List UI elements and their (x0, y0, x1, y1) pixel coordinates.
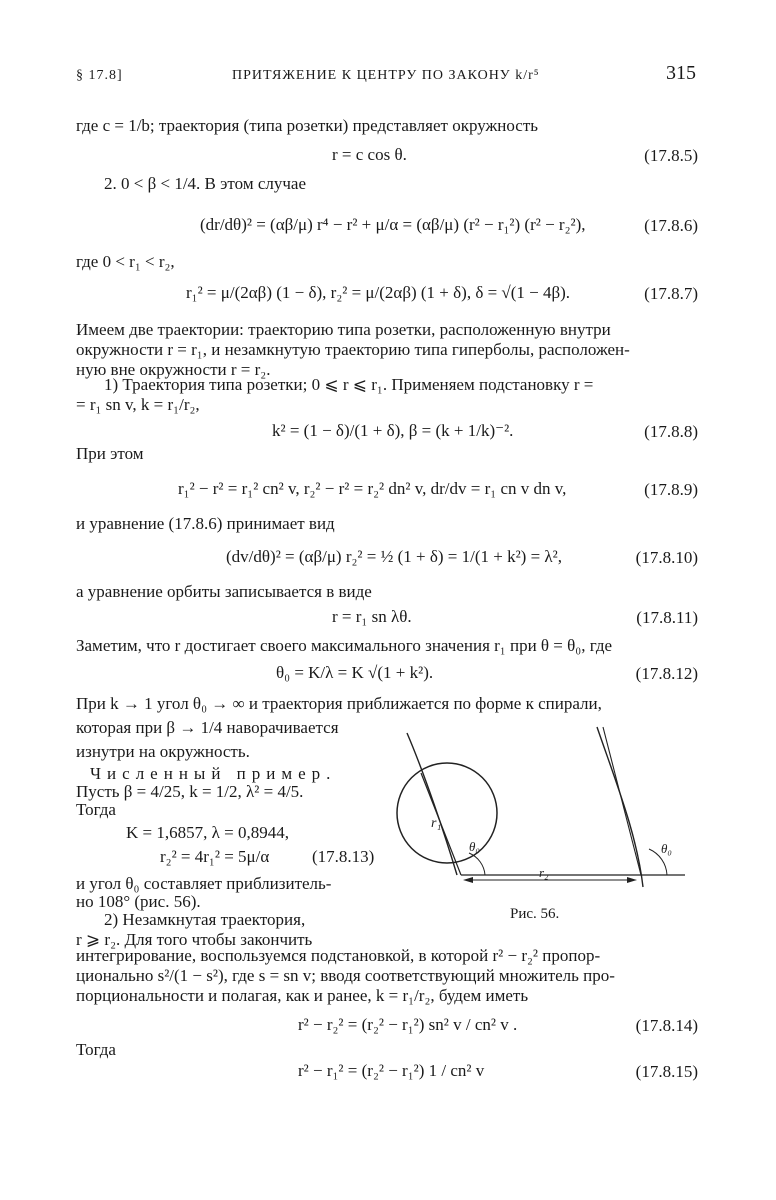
paragraph-line: Пусть β = 4/25, k = 1/2, λ² = 4/5. (76, 782, 304, 801)
paragraph-line: = r₁ sn v, k = r₁/r₂, (76, 395, 200, 414)
figure-caption: Рис. 56. (510, 906, 560, 922)
paragraph-line: Имеем две траектории: траекторию типа розетки, расположенную внутри (76, 320, 611, 339)
equation-17-8-13b: r₂² = 4r₁² = 5μ/α (160, 847, 270, 866)
equation-17-8-6: (dr/dθ)² = (αβ/μ) r⁴ − r² + μ/α = (αβ/μ) (r² − r₁²) (r² − r₂²), (200, 215, 586, 234)
paragraph-line: но 108° (рис. 56). (76, 892, 201, 911)
text-line: и уравнение (17.8.6) принимает вид (76, 514, 335, 533)
paragraph-line: При k → 1 угол θ₀ → ∞ и траектория приближается по форме к спирали, (76, 694, 602, 713)
equation-17-8-13a: K = 1,6857, λ = 0,8944, (126, 823, 289, 842)
text-line: где c = 1/b; траектория (типа розетки) представляет окружность (76, 116, 539, 135)
paragraph-line: r ⩾ r₂. Для того чтобы закончить (76, 930, 313, 949)
equation-17-8-11: r = r₁ sn λθ. (332, 607, 412, 626)
paragraph-line: 2) Незамкнутая траектория, (104, 910, 306, 929)
text-line: Тогда (76, 1040, 116, 1059)
paragraph-line: изнутри на окружность. (76, 742, 250, 761)
equation-number: (17.8.11) (636, 608, 698, 627)
paragraph-line: интегрирование, воспользуемся подстановкой, в которой r² − r₂² пропор- (76, 946, 601, 965)
equation-17-8-9: r₁² − r² = r₁² cn² v, r₂² − r² = r₂² dn² v, dr/dv = r₁ cn v dn v, (178, 479, 567, 498)
page-number: 315 (666, 62, 696, 84)
label-r1: r₁ (431, 816, 442, 831)
equation-number: (17.8.6) (644, 216, 698, 235)
case-heading: 2. 0 < β < 1/4. В этом случае (104, 174, 306, 193)
r2-arrow-left (463, 877, 473, 883)
label-theta0-left: θ₀ (469, 839, 480, 854)
circle-r1 (397, 763, 497, 863)
equation-number: (17.8.12) (635, 664, 698, 683)
label-theta0-right: θ₀ (661, 841, 672, 856)
paragraph-line: ную вне окружности r = r₂. (76, 360, 271, 379)
paragraph-line: порциональности и полагая, как и ранее, k = r₁/r₂, будем иметь (76, 986, 529, 1005)
equation-17-8-10: (dv/dθ)² = (αβ/μ) r₂² = ½ (1 + δ) = 1/(1 + k²) = λ², (226, 547, 563, 566)
paragraph-line: и угол θ₀ составляет приблизитель- (76, 874, 332, 893)
paragraph-line: которая при β → 1/4 наворачивается (76, 718, 339, 737)
section-ref: § 17.8] (76, 68, 123, 83)
equation-17-8-7: r₁² = μ/(2αβ) (1 − δ), r₂² = μ/(2αβ) (1 + δ), δ = √(1 − 4β). (186, 283, 571, 302)
text-line: а уравнение орбиты записывается в виде (76, 582, 372, 601)
equation-17-8-5: r = c cos θ. (332, 145, 407, 164)
equation-17-8-15: r² − r₁² = (r₂² − r₁²) 1 / cn² v (298, 1061, 485, 1080)
paragraph-line: 1) Траектория типа розетки; 0 ⩽ r ⩽ r₁. Применяем подстановку r = (104, 375, 594, 394)
paragraph-line: ционально s²/(1 − s²), где s = sn v; вводя соответствующий множитель про- (76, 966, 615, 985)
paragraph-line: Тогда (76, 800, 116, 819)
running-title: ПРИТЯЖЕНИЕ К ЦЕНТРУ ПО ЗАКОНУ k/r⁵ (232, 68, 540, 83)
equation-number: (17.8.5) (644, 146, 698, 165)
asymptote-line (603, 727, 641, 875)
equation-number: (17.8.8) (644, 422, 698, 441)
equation-number: (17.8.7) (644, 284, 698, 303)
paragraph-line: Заметим, что r достигает своего максимального значения r₁ при θ = θ₀, где (76, 636, 613, 655)
equation-number: (17.8.10) (635, 548, 698, 567)
rosette-curve (407, 733, 457, 875)
equation-17-8-8: k² = (1 − δ)/(1 + δ), β = (k + 1/k)⁻². (272, 421, 514, 440)
equation-number: (17.8.9) (644, 480, 698, 499)
label-r2: r₂ (539, 865, 549, 880)
text-line: При этом (76, 444, 144, 463)
hyperbola-curve (597, 727, 643, 887)
r2-arrow-right (627, 877, 637, 883)
equation-17-8-12: θ₀ = K/λ = K √(1 + k²). (276, 663, 434, 682)
figure-56 (385, 725, 695, 925)
equation-number: (17.8.13) (312, 847, 375, 866)
example-heading: Численный пример. (90, 764, 337, 783)
paragraph-line: окружности r = r₁, и незамкнутую траекторию типа гиперболы, расположен- (76, 340, 630, 359)
equation-17-8-14: r² − r₂² = (r₂² − r₁²) sn² v / cn² v . (298, 1015, 518, 1034)
text-line: где 0 < r₁ < r₂, (76, 252, 175, 271)
equation-number: (17.8.15) (635, 1062, 698, 1081)
equation-number: (17.8.14) (635, 1016, 698, 1035)
